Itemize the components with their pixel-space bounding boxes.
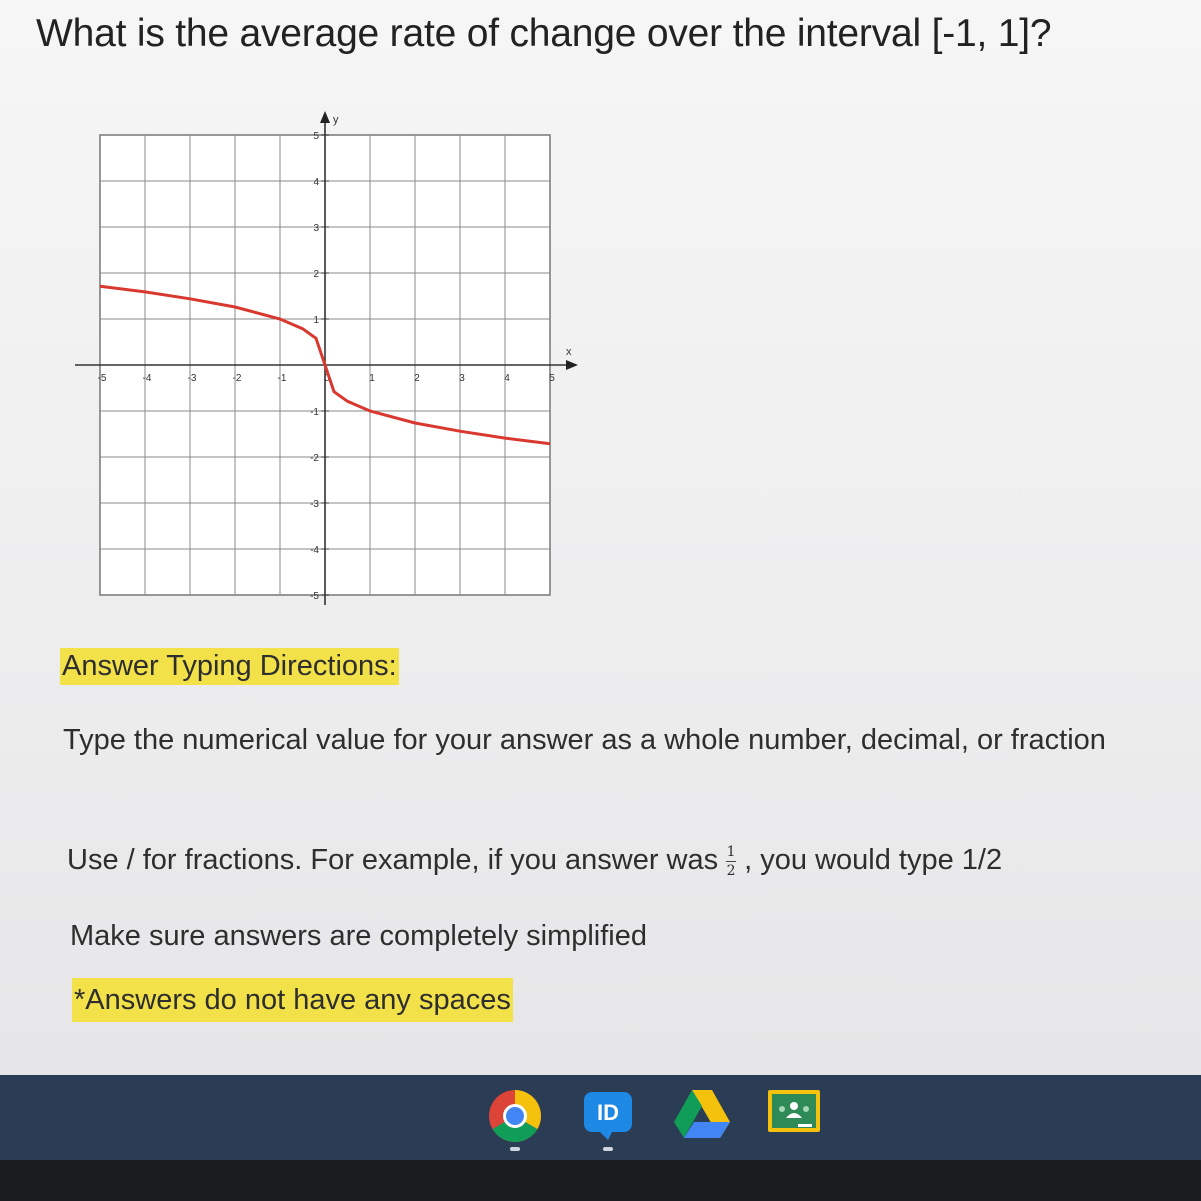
- y-axis-arrow: [320, 111, 330, 123]
- x-tick-label: 5: [549, 373, 555, 384]
- y-tick-label: 5: [313, 131, 319, 142]
- chrome-running-indicator: [510, 1147, 520, 1151]
- graph: [60, 105, 580, 615]
- y-tick-label: -1: [310, 407, 319, 418]
- direction-fractions: [67, 838, 1002, 882]
- id-icon-label: ID: [597, 1100, 619, 1125]
- y-tick-label: 3: [313, 223, 319, 234]
- x-tick-label: 0: [324, 373, 330, 384]
- y-tick-label: -3: [310, 499, 319, 510]
- fraction-denominator: 2: [726, 862, 736, 879]
- fraction-numerator: 1: [726, 843, 736, 860]
- x-tick-label: -5: [97, 373, 107, 384]
- direction-numeric-format: Type the numerical value for your answer as a whole number, decimal, or fraction: [63, 724, 1106, 756]
- y-tick-label: -5: [310, 591, 319, 602]
- x-axis-arrow: [566, 360, 578, 370]
- x-tick-label: -4: [142, 373, 152, 384]
- x-tick-label: 3: [459, 373, 465, 384]
- direction-no-spaces: *Answers do not have any spaces: [72, 978, 513, 1022]
- id-running-indicator: [603, 1147, 613, 1151]
- question-text: What is the average rate of change over the interval [-1, 1]?: [36, 12, 1052, 55]
- y-tick-label: -4: [310, 545, 319, 556]
- y-tick-label: 4: [313, 177, 319, 188]
- y-axis-label: y: [333, 114, 339, 126]
- direction-fractions-example: , you would type 1/2: [744, 844, 1003, 876]
- x-tick-label: 4: [504, 373, 510, 384]
- y-tick-label: 2: [313, 269, 319, 280]
- x-tick-label: -1: [277, 373, 287, 384]
- id-icon[interactable]: [582, 1088, 634, 1140]
- direction-fractions-text: Use / for fractions. For example, if you answer was: [67, 844, 719, 876]
- y-tick-label: -2: [310, 453, 319, 464]
- directions-title: Answer Typing Directions:: [60, 648, 399, 685]
- direction-simplified: Make sure answers are completely simplified: [70, 920, 647, 952]
- x-axis-label: x: [566, 346, 572, 358]
- y-tick-label: 1: [313, 315, 319, 326]
- chrome-icon[interactable]: [487, 1088, 543, 1144]
- drive-icon[interactable]: [672, 1088, 732, 1140]
- x-tick-label: 1: [369, 373, 375, 384]
- x-tick-label: -2: [232, 373, 242, 384]
- example-fraction: [726, 845, 736, 878]
- classroom-icon[interactable]: [766, 1088, 822, 1134]
- fraction-bar: [726, 861, 736, 862]
- x-tick-label: -3: [187, 373, 197, 384]
- x-tick-label: 2: [414, 373, 420, 384]
